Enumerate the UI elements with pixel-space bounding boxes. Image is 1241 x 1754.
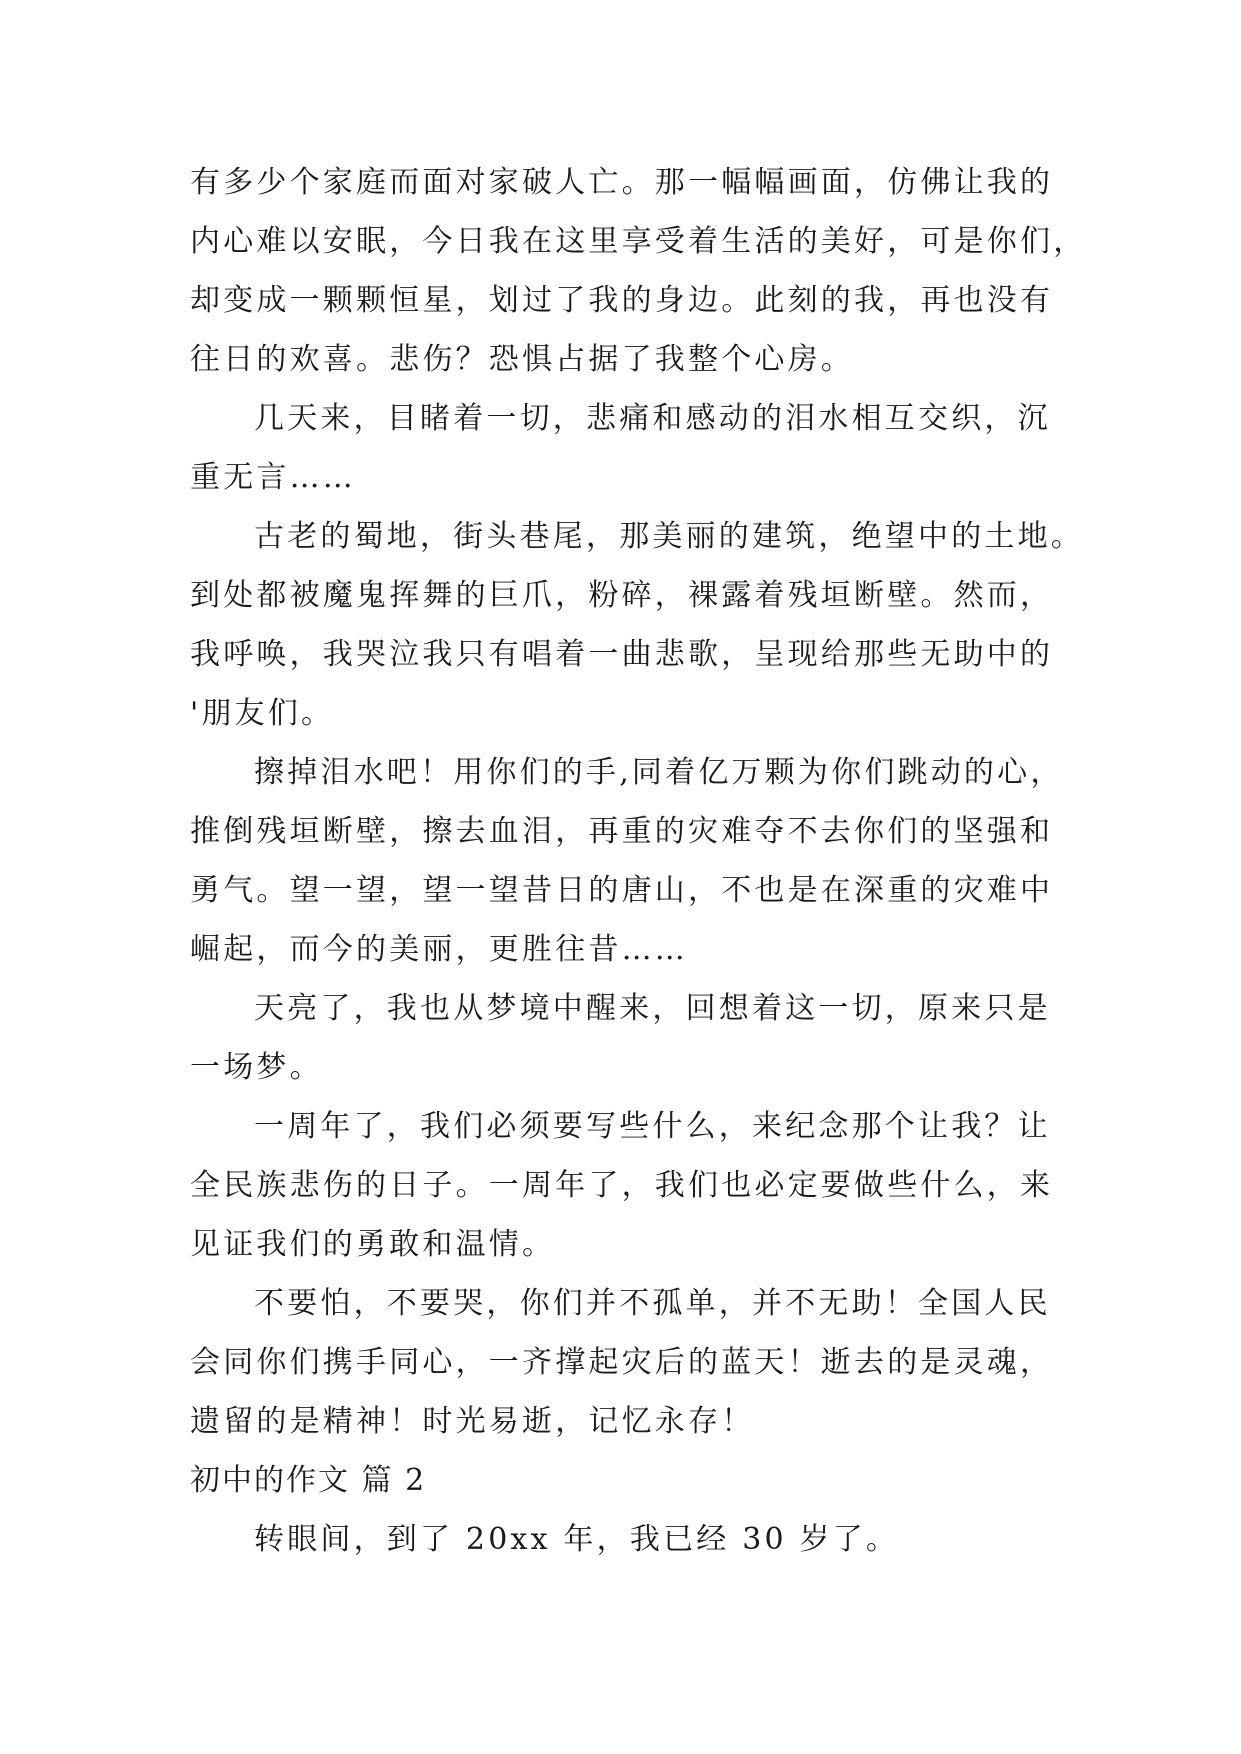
text-line: 一场梦。 [190,1050,323,1085]
paragraph-start-line: 古老的蜀地，街头巷尾，那美丽的建筑，绝望中的土地。 [254,519,1084,554]
text-line: 崛起，而今的美丽，更胜往昔…… [190,932,688,967]
text-line: 内心难以安眠，今日我在这里享受着生活的美好，可是你们， [190,224,1087,259]
text-line: 我呼唤，我哭泣我只有唱着一曲悲歌，呈现给那些无助中的 [190,637,1054,672]
text-line: 有多少个家庭而面对家破人亡。那一幅幅画面，仿佛让我的 [190,165,1054,200]
text-line: 到处都被魔鬼挥舞的巨爪，粉碎，裸露着残垣断壁。然而， [190,578,1054,613]
text-line: 往日的欢喜。悲伤？恐惧占据了我整个心房。 [190,342,854,377]
paragraph-start-line: 不要怕，不要哭，你们并不孤单，并不无助！全国人民 [254,1286,1051,1321]
text-line: 重无言…… [190,460,356,495]
text-line: 却变成一颗颗恒星，划过了我的身边。此刻的我，再也没有 [190,283,1054,318]
text-line: 推倒残垣断壁，擦去血泪，再重的灾难夺不去你们的坚强和 [190,814,1054,849]
paragraph-start-line: 一周年了，我们必须要写些什么，来纪念那个让我？让 [254,1109,1051,1144]
text-line: 遗留的是精神！时光易逝，记忆永存！ [190,1404,755,1439]
text-line: '朋友们。 [190,696,335,731]
paragraph-start-line: 转眼间，到了 20xx 年，我已经 30 岁了。 [254,1522,900,1557]
text-line: 会同你们携手同心，一齐撑起灾后的蓝天！逝去的是灵魂， [190,1345,1054,1380]
paragraph-start-line: 几天来，目睹着一切，悲痛和感动的泪水相互交织，沉 [254,401,1051,436]
text-line: 全民族悲伤的日子。一周年了，我们也必定要做些什么，来 [190,1168,1054,1203]
text-line: 勇气。望一望，望一望昔日的唐山，不也是在深重的灾难中 [190,873,1054,908]
section-heading: 初中的作文 篇 2 [190,1463,427,1498]
text-line: 见证我们的勇敢和温情。 [190,1227,556,1262]
document-body [190,153,1087,1569]
paragraph-start-line: 天亮了，我也从梦境中醒来，回想着这一切，原来只是 [254,991,1051,1026]
paragraph-start-line: 擦掉泪水吧！用你们的手,同着亿万颗为你们跳动的心， [254,755,1064,790]
